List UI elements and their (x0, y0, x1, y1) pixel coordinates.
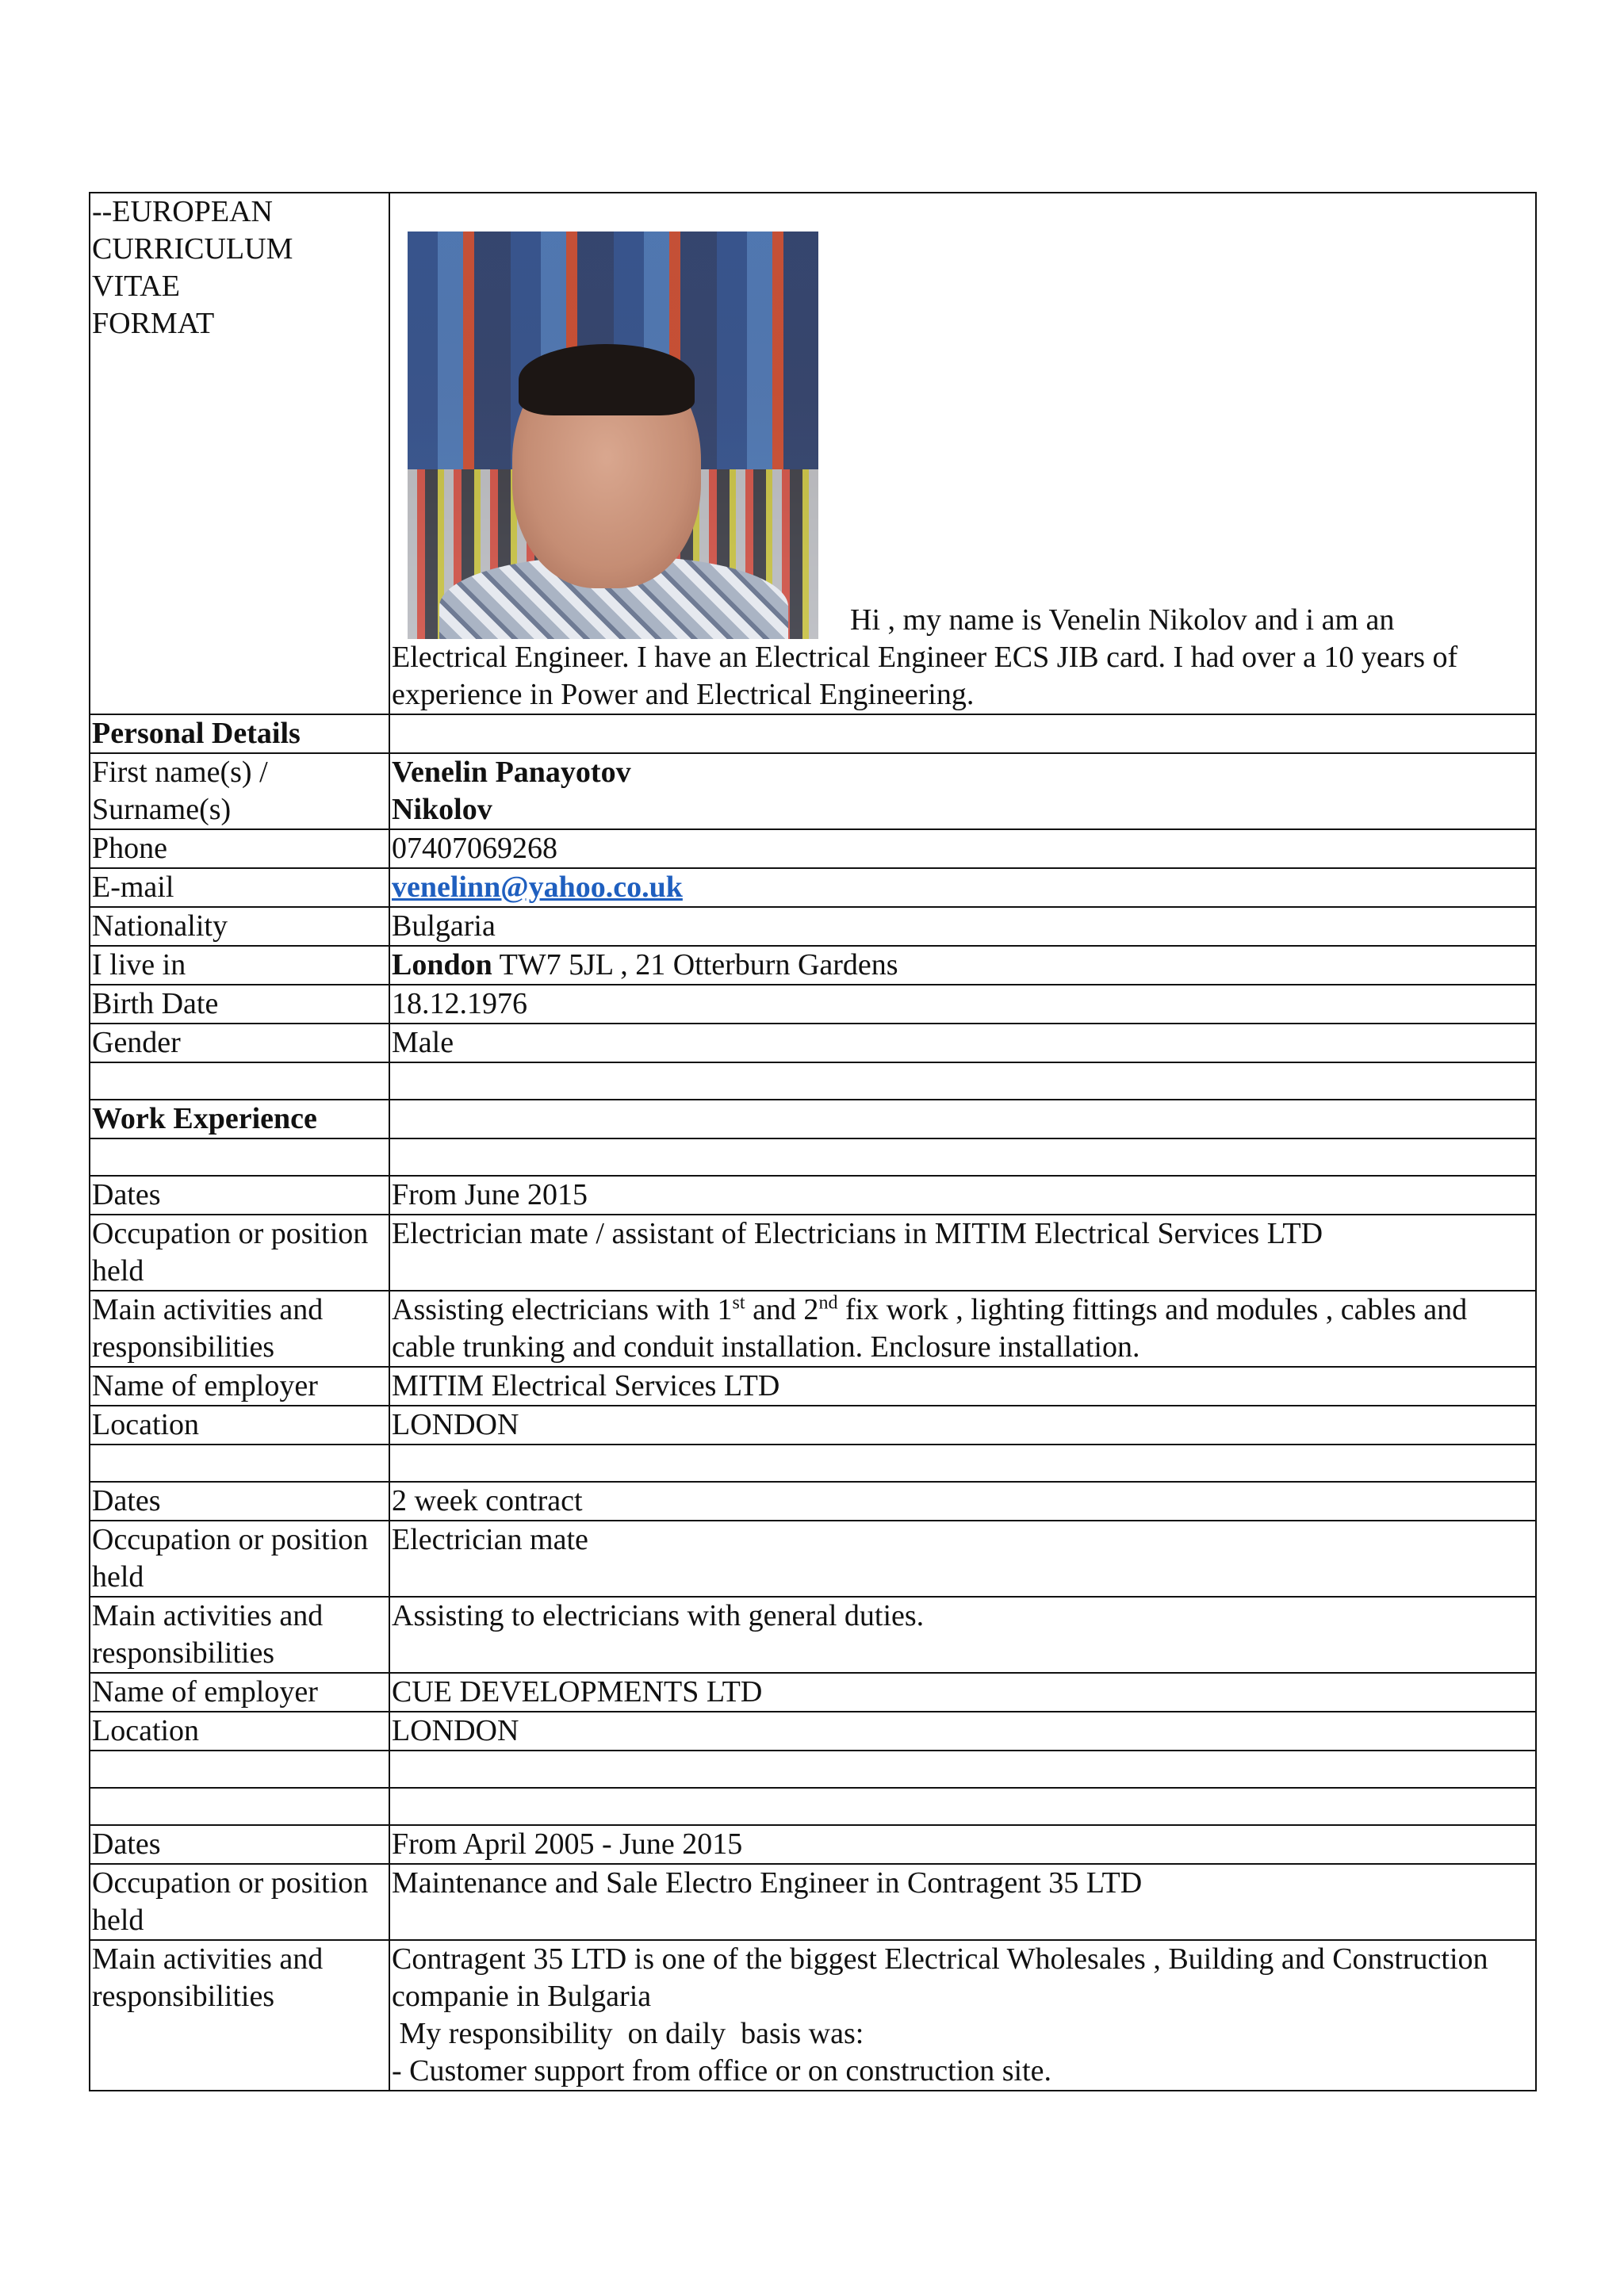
section-row (90, 1100, 1536, 1138)
job-dates-row (90, 1825, 1536, 1864)
job2-activities: Assisting to electricians with general duties. (389, 1597, 1536, 1673)
job1-location: LONDON (389, 1406, 1536, 1445)
activities-label: Main activities and responsibilities (90, 1291, 389, 1367)
surname: Nikolov (392, 793, 492, 826)
gender-label: Gender (90, 1024, 389, 1062)
title-line: --EUROPEAN (92, 195, 273, 228)
location-label: Location (90, 1712, 389, 1751)
email-label: E-mail (90, 868, 389, 907)
section-row (90, 714, 1536, 753)
personal-details-heading: Personal Details (90, 714, 389, 753)
location-label: Location (90, 1406, 389, 1445)
job-location-row (90, 1712, 1536, 1751)
spacer-row (90, 1445, 1536, 1482)
empty-cell (389, 1100, 1536, 1138)
spacer-row (90, 1138, 1536, 1176)
job1-activities: Assisting electricians with 1st and 2nd fix work , lighting fittings and modules , cables and cable trunking and conduit installation. Enclosure installation. (389, 1291, 1536, 1367)
spacer-row (90, 1751, 1536, 1788)
occupation-label: Occupation or position held (90, 1864, 389, 1940)
job1-employer: MITIM Electrical Services LTD (389, 1367, 1536, 1406)
city: London (392, 948, 492, 982)
job-activities-row (90, 1291, 1536, 1367)
address-label: I live in (90, 946, 389, 985)
nationality-label: Nationality (90, 907, 389, 946)
activity-line: - Customer support from office or on construction site. (392, 2054, 1051, 2087)
job-occupation-row (90, 1864, 1536, 1940)
title-line: CURRICULUM (92, 232, 293, 266)
job-dates-row (90, 1482, 1536, 1521)
nationality-row (90, 907, 1536, 946)
job2-location: LONDON (389, 1712, 1536, 1751)
activities-label: Main activities and responsibilities (90, 1597, 389, 1673)
job-employer-row (90, 1673, 1536, 1712)
birth-label: Birth Date (90, 985, 389, 1024)
occupation-label: Occupation or position held (90, 1521, 389, 1597)
birth-value: 18.12.1976 (389, 985, 1536, 1024)
job1-dates: From June 2015 (389, 1176, 1536, 1215)
empty-cell (389, 714, 1536, 753)
first-name: Venelin Panayotov (392, 756, 631, 789)
spacer-row (90, 1788, 1536, 1825)
nationality-value: Bulgaria (389, 907, 1536, 946)
job1-occupation: Electrician mate / assistant of Electricians in MITIM Electrical Services LTD (389, 1215, 1536, 1291)
birth-row (90, 985, 1536, 1024)
phone-value: 07407069268 (389, 829, 1536, 868)
job-occupation-row (90, 1521, 1536, 1597)
activity-line: Contragent 35 LTD is one of the biggest Electrical Wholesales , Building and Construction companie in Bulgaria (392, 1942, 1488, 2013)
header-row (90, 193, 1536, 714)
intro-cell (389, 193, 1536, 714)
title-line: VITAE (92, 270, 180, 303)
gender-row (90, 1024, 1536, 1062)
title-line: FORMAT (92, 307, 215, 340)
work-experience-heading: Work Experience (90, 1100, 389, 1138)
email-cell (389, 868, 1536, 907)
job-activities-row (90, 1940, 1536, 2091)
activities-label: Main activities and responsibilities (90, 1940, 389, 2091)
job2-occupation: Electrician mate (389, 1521, 1536, 1597)
job3-occupation: Maintenance and Sale Electro Engineer in Contragent 35 LTD (389, 1864, 1536, 1940)
address-value (389, 946, 1536, 985)
employer-label: Name of employer (90, 1367, 389, 1406)
address: TW7 5JL , 21 Otterburn Gardens (492, 948, 898, 982)
email-row (90, 868, 1536, 907)
occupation-label: Occupation or position held (90, 1215, 389, 1291)
job3-activities (389, 1940, 1536, 2091)
intro-first-line: Hi , my name is Venelin Nikolov and i am an (850, 603, 1395, 637)
job2-employer: CUE DEVELOPMENTS LTD (389, 1673, 1536, 1712)
cv-table (89, 192, 1537, 2091)
job-employer-row (90, 1367, 1536, 1406)
profile-photo-icon (408, 232, 818, 639)
email-link[interactable]: venelinn@yahoo.co.uk (392, 871, 683, 904)
job3-dates: From April 2005 - June 2015 (389, 1825, 1536, 1864)
job-dates-row (90, 1176, 1536, 1215)
employer-label: Name of employer (90, 1673, 389, 1712)
name-label: First name(s) / Surname(s) (90, 753, 389, 829)
spacer-row (90, 1062, 1536, 1100)
intro-text: Electrical Engineer. I have an Electrical Engineer ECS JIB card. I had over a 10 years of experience in Power and Electrical Engineering. (392, 641, 1458, 711)
name-value (389, 753, 1536, 829)
phone-row (90, 829, 1536, 868)
job-occupation-row (90, 1215, 1536, 1291)
activity-line: My responsibility on daily basis was: (392, 2017, 864, 2050)
dates-label: Dates (90, 1482, 389, 1521)
job-activities-row (90, 1597, 1536, 1673)
job-location-row (90, 1406, 1536, 1445)
gender-value: Male (389, 1024, 1536, 1062)
cv-title (90, 193, 389, 714)
dates-label: Dates (90, 1176, 389, 1215)
name-row (90, 753, 1536, 829)
phone-label: Phone (90, 829, 389, 868)
address-row (90, 946, 1536, 985)
dates-label: Dates (90, 1825, 389, 1864)
job2-dates: 2 week contract (389, 1482, 1536, 1521)
